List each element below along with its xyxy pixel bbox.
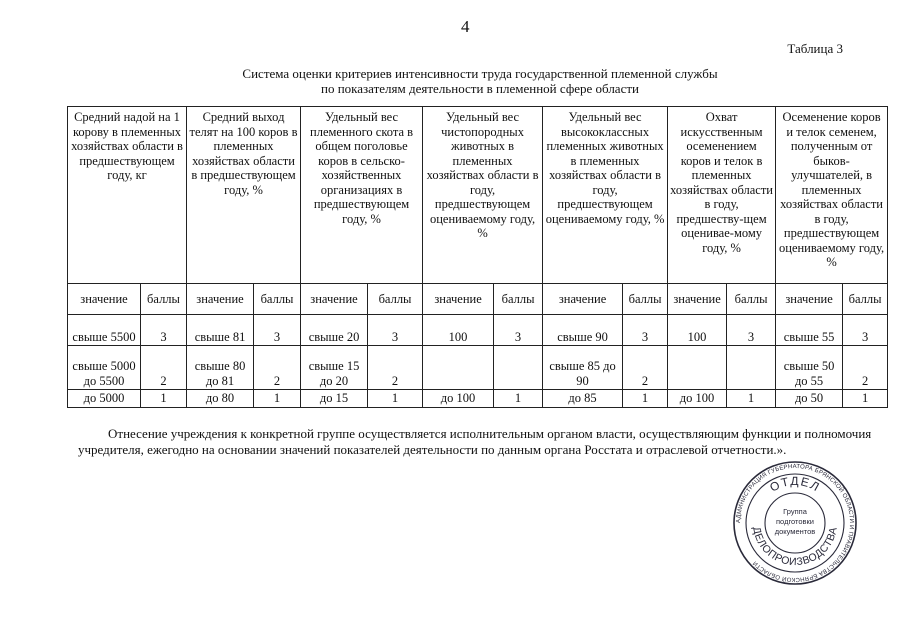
table-cell: свыше 55 bbox=[776, 315, 843, 346]
stamp-center-line-2: подготовки bbox=[776, 517, 814, 526]
subheader-points: баллы bbox=[727, 284, 776, 315]
table-cell bbox=[727, 346, 776, 390]
column-header: Осеменение коров и телок семенем, полученным от быков-улучшателей, в племенных хозяйствах области в году, предшествующем оцениваемому году, % bbox=[776, 107, 888, 284]
stamp-bottom-text: ДЕЛОПРОИЗВОДСТВА bbox=[750, 525, 840, 569]
table-row bbox=[68, 390, 888, 408]
table-cell: свыше 5500 bbox=[68, 315, 141, 346]
table-cell: 2 bbox=[254, 346, 301, 390]
table-cell: до 5000 bbox=[68, 390, 141, 408]
table-cell: 2 bbox=[623, 346, 668, 390]
subheader-value: значение bbox=[776, 284, 843, 315]
column-header: Средний надой на 1 корову в племенных хозяйствах области в предшествующем году, кг bbox=[68, 107, 187, 284]
table-cell: свыше 15 до 20 bbox=[301, 346, 368, 390]
table-cell: до 85 bbox=[543, 390, 623, 408]
subheader-value: значение bbox=[668, 284, 727, 315]
table-cell: 1 bbox=[727, 390, 776, 408]
subheader-points: баллы bbox=[623, 284, 668, 315]
stamp-center-line-1: Группа bbox=[783, 507, 807, 516]
stamp-center-line-3: документов bbox=[774, 527, 816, 536]
table-cell: 2 bbox=[843, 346, 888, 390]
table-cell: 1 bbox=[843, 390, 888, 408]
table-row bbox=[68, 315, 888, 346]
table-row bbox=[68, 346, 888, 390]
table-cell: свыше 20 bbox=[301, 315, 368, 346]
subheader-value: значение bbox=[543, 284, 623, 315]
column-header: Удельный вес племенного скота в общем поголовье коров в сельско-хозяйственных организациях в предшествующем году, % bbox=[301, 107, 423, 284]
criteria-table bbox=[67, 106, 888, 408]
table-cell: свыше 81 bbox=[187, 315, 254, 346]
table-cell: 3 bbox=[141, 315, 187, 346]
subheader-points: баллы bbox=[494, 284, 543, 315]
table-cell: 100 bbox=[668, 315, 727, 346]
table-caption bbox=[180, 66, 780, 96]
column-header: Охват искусственным осеменением коров и телок в племенных хозяйствах области в году, предшеству-щем оценивае-мому году, % bbox=[668, 107, 776, 284]
table-cell: 3 bbox=[727, 315, 776, 346]
subheader-value: значение bbox=[187, 284, 254, 315]
subheader-points: баллы bbox=[843, 284, 888, 315]
table-cell: 3 bbox=[494, 315, 543, 346]
table-cell: свыше 90 bbox=[543, 315, 623, 346]
table-label: Таблица 3 bbox=[787, 41, 843, 56]
table-cell bbox=[423, 346, 494, 390]
table-cell: свыше 50 до 55 bbox=[776, 346, 843, 390]
table-cell: 2 bbox=[141, 346, 187, 390]
table-cell: до 50 bbox=[776, 390, 843, 408]
page-number: 4 bbox=[461, 17, 470, 36]
table-cell: 3 bbox=[254, 315, 301, 346]
table-cell: до 80 bbox=[187, 390, 254, 408]
column-header: Средний выход телят на 100 коров в племенных хозяйствах области в предшествующем году, % bbox=[187, 107, 301, 284]
table-cell: 3 bbox=[623, 315, 668, 346]
table-cell: свыше 80 до 81 bbox=[187, 346, 254, 390]
subheader-value: значение bbox=[423, 284, 494, 315]
table-cell: 1 bbox=[368, 390, 423, 408]
table-cell: до 100 bbox=[668, 390, 727, 408]
table-cell: 100 bbox=[423, 315, 494, 346]
subheader-points: баллы bbox=[368, 284, 423, 315]
stamp-top-text: ОТДЕЛ bbox=[767, 473, 823, 495]
table-cell: 1 bbox=[623, 390, 668, 408]
subheader-row bbox=[68, 284, 888, 315]
table-cell: 1 bbox=[254, 390, 301, 408]
office-stamp bbox=[732, 460, 858, 586]
subheader-points: баллы bbox=[254, 284, 301, 315]
caption-line-1: Система оценки критериев интенсивности труда государственной племенной службы bbox=[242, 66, 718, 81]
subheader-value: значение bbox=[68, 284, 141, 315]
table-cell bbox=[494, 346, 543, 390]
table-cell bbox=[668, 346, 727, 390]
table-cell: до 100 bbox=[423, 390, 494, 408]
table-cell: 3 bbox=[368, 315, 423, 346]
table-cell: 1 bbox=[141, 390, 187, 408]
column-header: Удельный вес чистопородных животных в племенных хозяйствах области в году, предшествующем оцениваемому году, % bbox=[423, 107, 543, 284]
table-cell: свыше 5000 до 5500 bbox=[68, 346, 141, 390]
subheader-value: значение bbox=[301, 284, 368, 315]
header-row bbox=[68, 107, 888, 284]
caption-line-2: по показателям деятельности в племенной сфере области bbox=[320, 81, 639, 96]
table-cell: 3 bbox=[843, 315, 888, 346]
table-cell: 1 bbox=[494, 390, 543, 408]
footnote-paragraph: Отнесение учреждения к конкретной группе осуществляется исполнительным органом власти, осуществляющим функции и полномочия учредителя, ежегодно на основании значений показателей деятельности по данным органа Росстата и отраслевой отчетности.». bbox=[78, 426, 872, 457]
table-cell: до 15 bbox=[301, 390, 368, 408]
stamp-outer-text: АДМИНИСТРАЦИЯ ГУБЕРНАТОРА БРЯНСКОЙ ОБЛАСТИ И ПРАВИТЕЛЬСТВА БРЯНСКОЙ ОБЛАСТИ bbox=[735, 463, 855, 583]
table-cell: свыше 85 до 90 bbox=[543, 346, 623, 390]
subheader-points: баллы bbox=[141, 284, 187, 315]
column-header: Удельный вес высококлассных племенных животных в племенных хозяйствах области в году, предшествующем оцениваемому году, % bbox=[543, 107, 668, 284]
table-cell: 2 bbox=[368, 346, 423, 390]
